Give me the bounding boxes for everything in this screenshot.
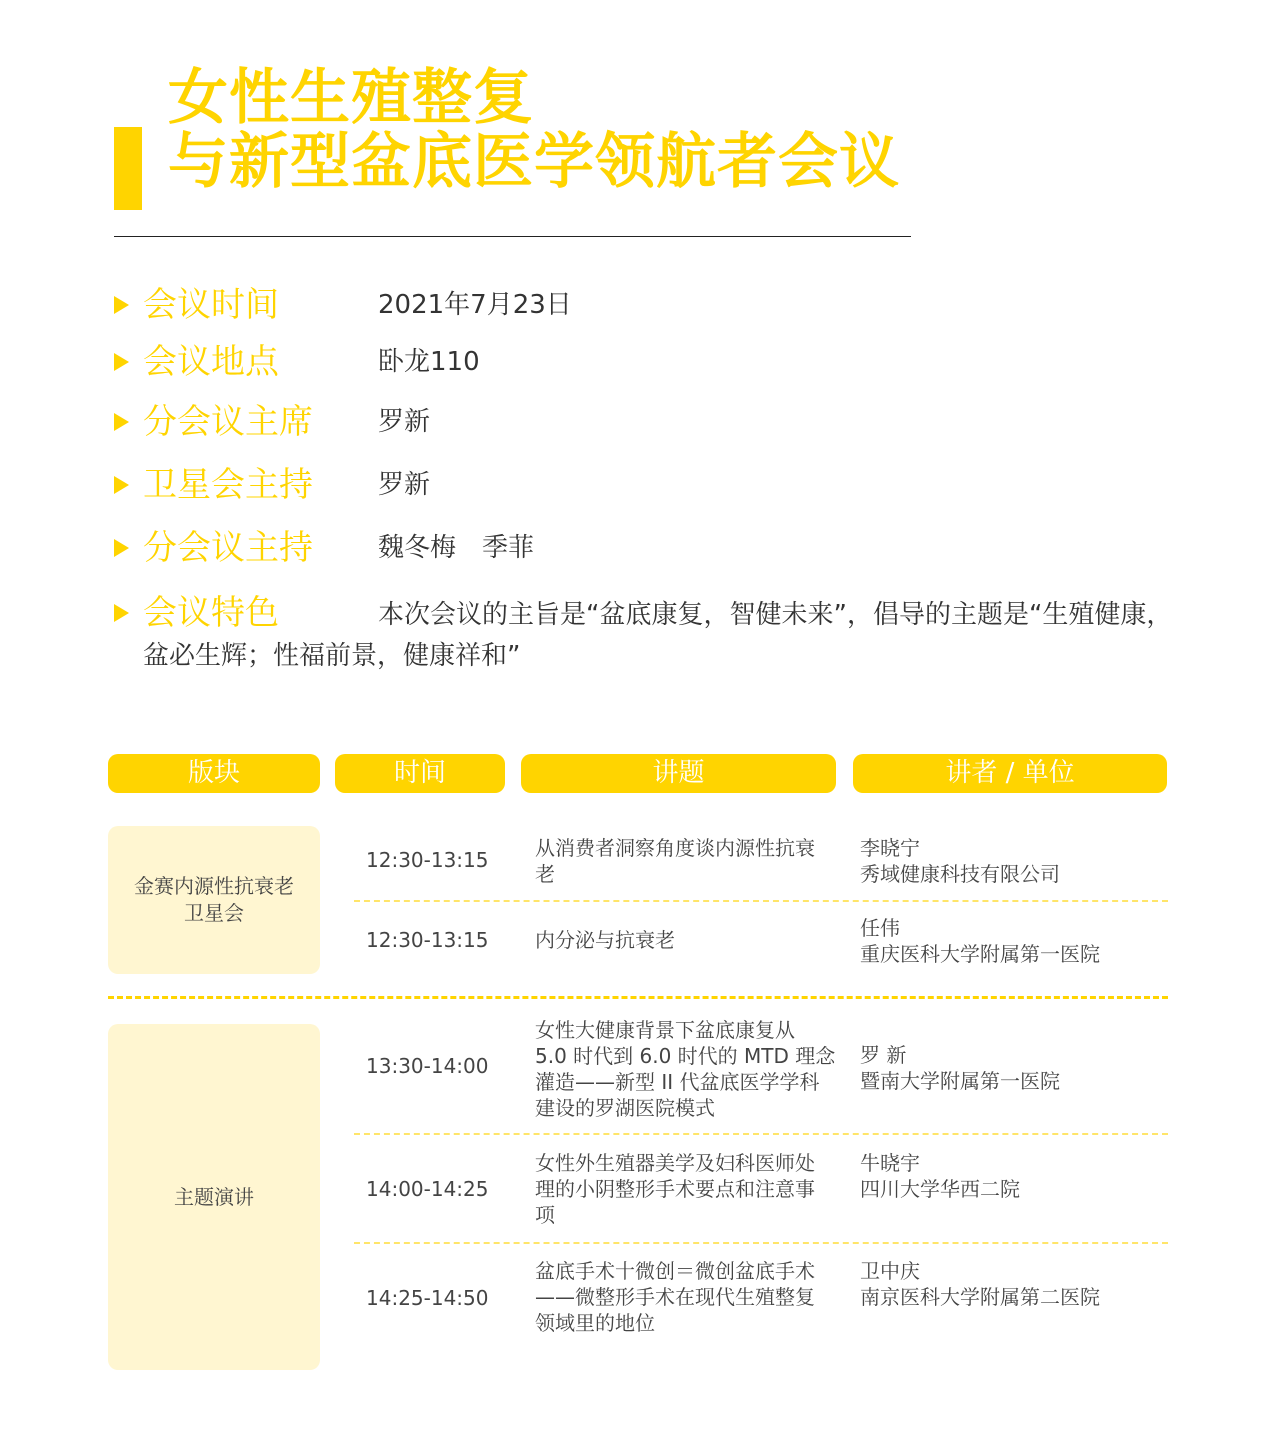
section-name-line-1: 主题演讲: [174, 1184, 254, 1209]
row-divider: [354, 1242, 1168, 1244]
topic-line: 女性外生殖器美学及妇科医师处: [535, 1151, 815, 1175]
speaker-name: 卫中庆: [860, 1259, 920, 1283]
row-divider: [354, 1133, 1168, 1135]
row-time: 14:25-14:50: [366, 1286, 489, 1310]
row-topic: [535, 1150, 845, 1228]
section-block-satellite: [108, 826, 320, 974]
header-topic: 讲题: [521, 754, 836, 793]
speaker-unit: 重庆医科大学附属第一医院: [860, 942, 1100, 966]
speaker-name: 李晓宁: [860, 836, 920, 860]
bullet-triangle-icon: [114, 539, 129, 557]
topic-line: 项: [535, 1203, 555, 1227]
topic-line: 灌造——新型 II 代盆底医学学科: [535, 1070, 820, 1094]
row-topic: [535, 835, 845, 887]
info-label: 分会议主席: [143, 402, 313, 442]
page-title: [168, 63, 900, 197]
topic-line: 内分泌与抗衰老: [535, 928, 675, 952]
row-speaker: [860, 915, 1100, 967]
section-block-keynote: [108, 1024, 320, 1370]
info-label: 会议特色: [143, 593, 279, 633]
bullet-triangle-icon: [114, 353, 129, 371]
bullet-triangle-icon: [114, 476, 129, 494]
row-topic: [535, 1258, 845, 1336]
row-time: 12:30-13:15: [366, 928, 489, 952]
row-topic: [535, 1017, 845, 1121]
header-block: 版块: [108, 754, 320, 793]
title-line-2: 与新型盆底医学领航者会议: [168, 127, 900, 197]
speaker-name: 牛晓宇: [860, 1151, 920, 1175]
speaker-unit: 四川大学华西二院: [860, 1177, 1020, 1201]
row-divider: [354, 900, 1168, 902]
feature-text-line-2: 盆必生辉；性福前景，健康祥和”: [143, 641, 521, 671]
section-name-line-1: 金赛内源性抗衰老: [134, 874, 294, 898]
topic-line: 从消费者洞察角度谈内源性抗衰: [535, 836, 815, 860]
info-label: 卫星会主持: [143, 465, 313, 505]
row-speaker: [860, 1150, 1020, 1202]
bullet-triangle-icon: [114, 413, 129, 431]
title-line-1: 女性生殖整复: [168, 63, 534, 133]
row-time: 12:30-13:15: [366, 848, 489, 872]
section-divider: [108, 996, 1168, 999]
title-divider: [114, 236, 911, 237]
info-label: 分会议主持: [143, 528, 313, 568]
info-value: 罗新: [378, 407, 431, 437]
speaker-unit: 暨南大学附属第一医院: [860, 1069, 1060, 1093]
topic-line: ——微整形手术在现代生殖整复: [535, 1285, 815, 1309]
section-name-line-2: 卫星会: [184, 901, 244, 925]
bullet-triangle-icon: [114, 604, 129, 622]
header-speaker: 讲者 / 单位: [853, 754, 1167, 793]
speaker-name: 罗 新: [860, 1043, 907, 1067]
row-speaker: [860, 1042, 1060, 1094]
info-value: 2021年7月23日: [378, 290, 572, 320]
topic-line: 盆底手术十微创＝微创盆底手术: [535, 1259, 815, 1283]
row-speaker: [860, 1258, 1100, 1310]
feature-text-line-1: 本次会议的主旨是“盆底康复，智健未来”，倡导的主题是“生殖健康，: [378, 600, 1173, 630]
speaker-name: 任伟: [860, 916, 900, 940]
topic-line: 建设的罗湖医院模式: [535, 1096, 715, 1120]
topic-line: 理的小阴整形手术要点和注意事: [535, 1177, 815, 1201]
topic-line: 领域里的地位: [535, 1311, 655, 1335]
row-speaker: [860, 835, 1060, 887]
speaker-unit: 秀域健康科技有限公司: [860, 862, 1060, 886]
row-time: 13:30-14:00: [366, 1054, 489, 1078]
topic-line: 女性大健康背景下盆底康复从: [535, 1018, 795, 1042]
info-label: 会议地点: [143, 342, 279, 382]
info-value: 魏冬梅 季菲: [378, 533, 535, 563]
header-time: 时间: [335, 754, 505, 793]
info-value: 罗新: [378, 470, 431, 500]
info-label: 会议时间: [143, 285, 279, 325]
info-value: 卧龙110: [378, 347, 480, 377]
speaker-unit: 南京医科大学附属第二医院: [860, 1285, 1100, 1309]
row-time: 14:00-14:25: [366, 1177, 489, 1201]
bullet-triangle-icon: [114, 296, 129, 314]
row-topic: [535, 927, 845, 953]
topic-line: 老: [535, 862, 555, 886]
title-accent-bar: [114, 127, 142, 210]
topic-line: 5.0 时代到 6.0 时代的 MTD 理念: [535, 1044, 836, 1068]
